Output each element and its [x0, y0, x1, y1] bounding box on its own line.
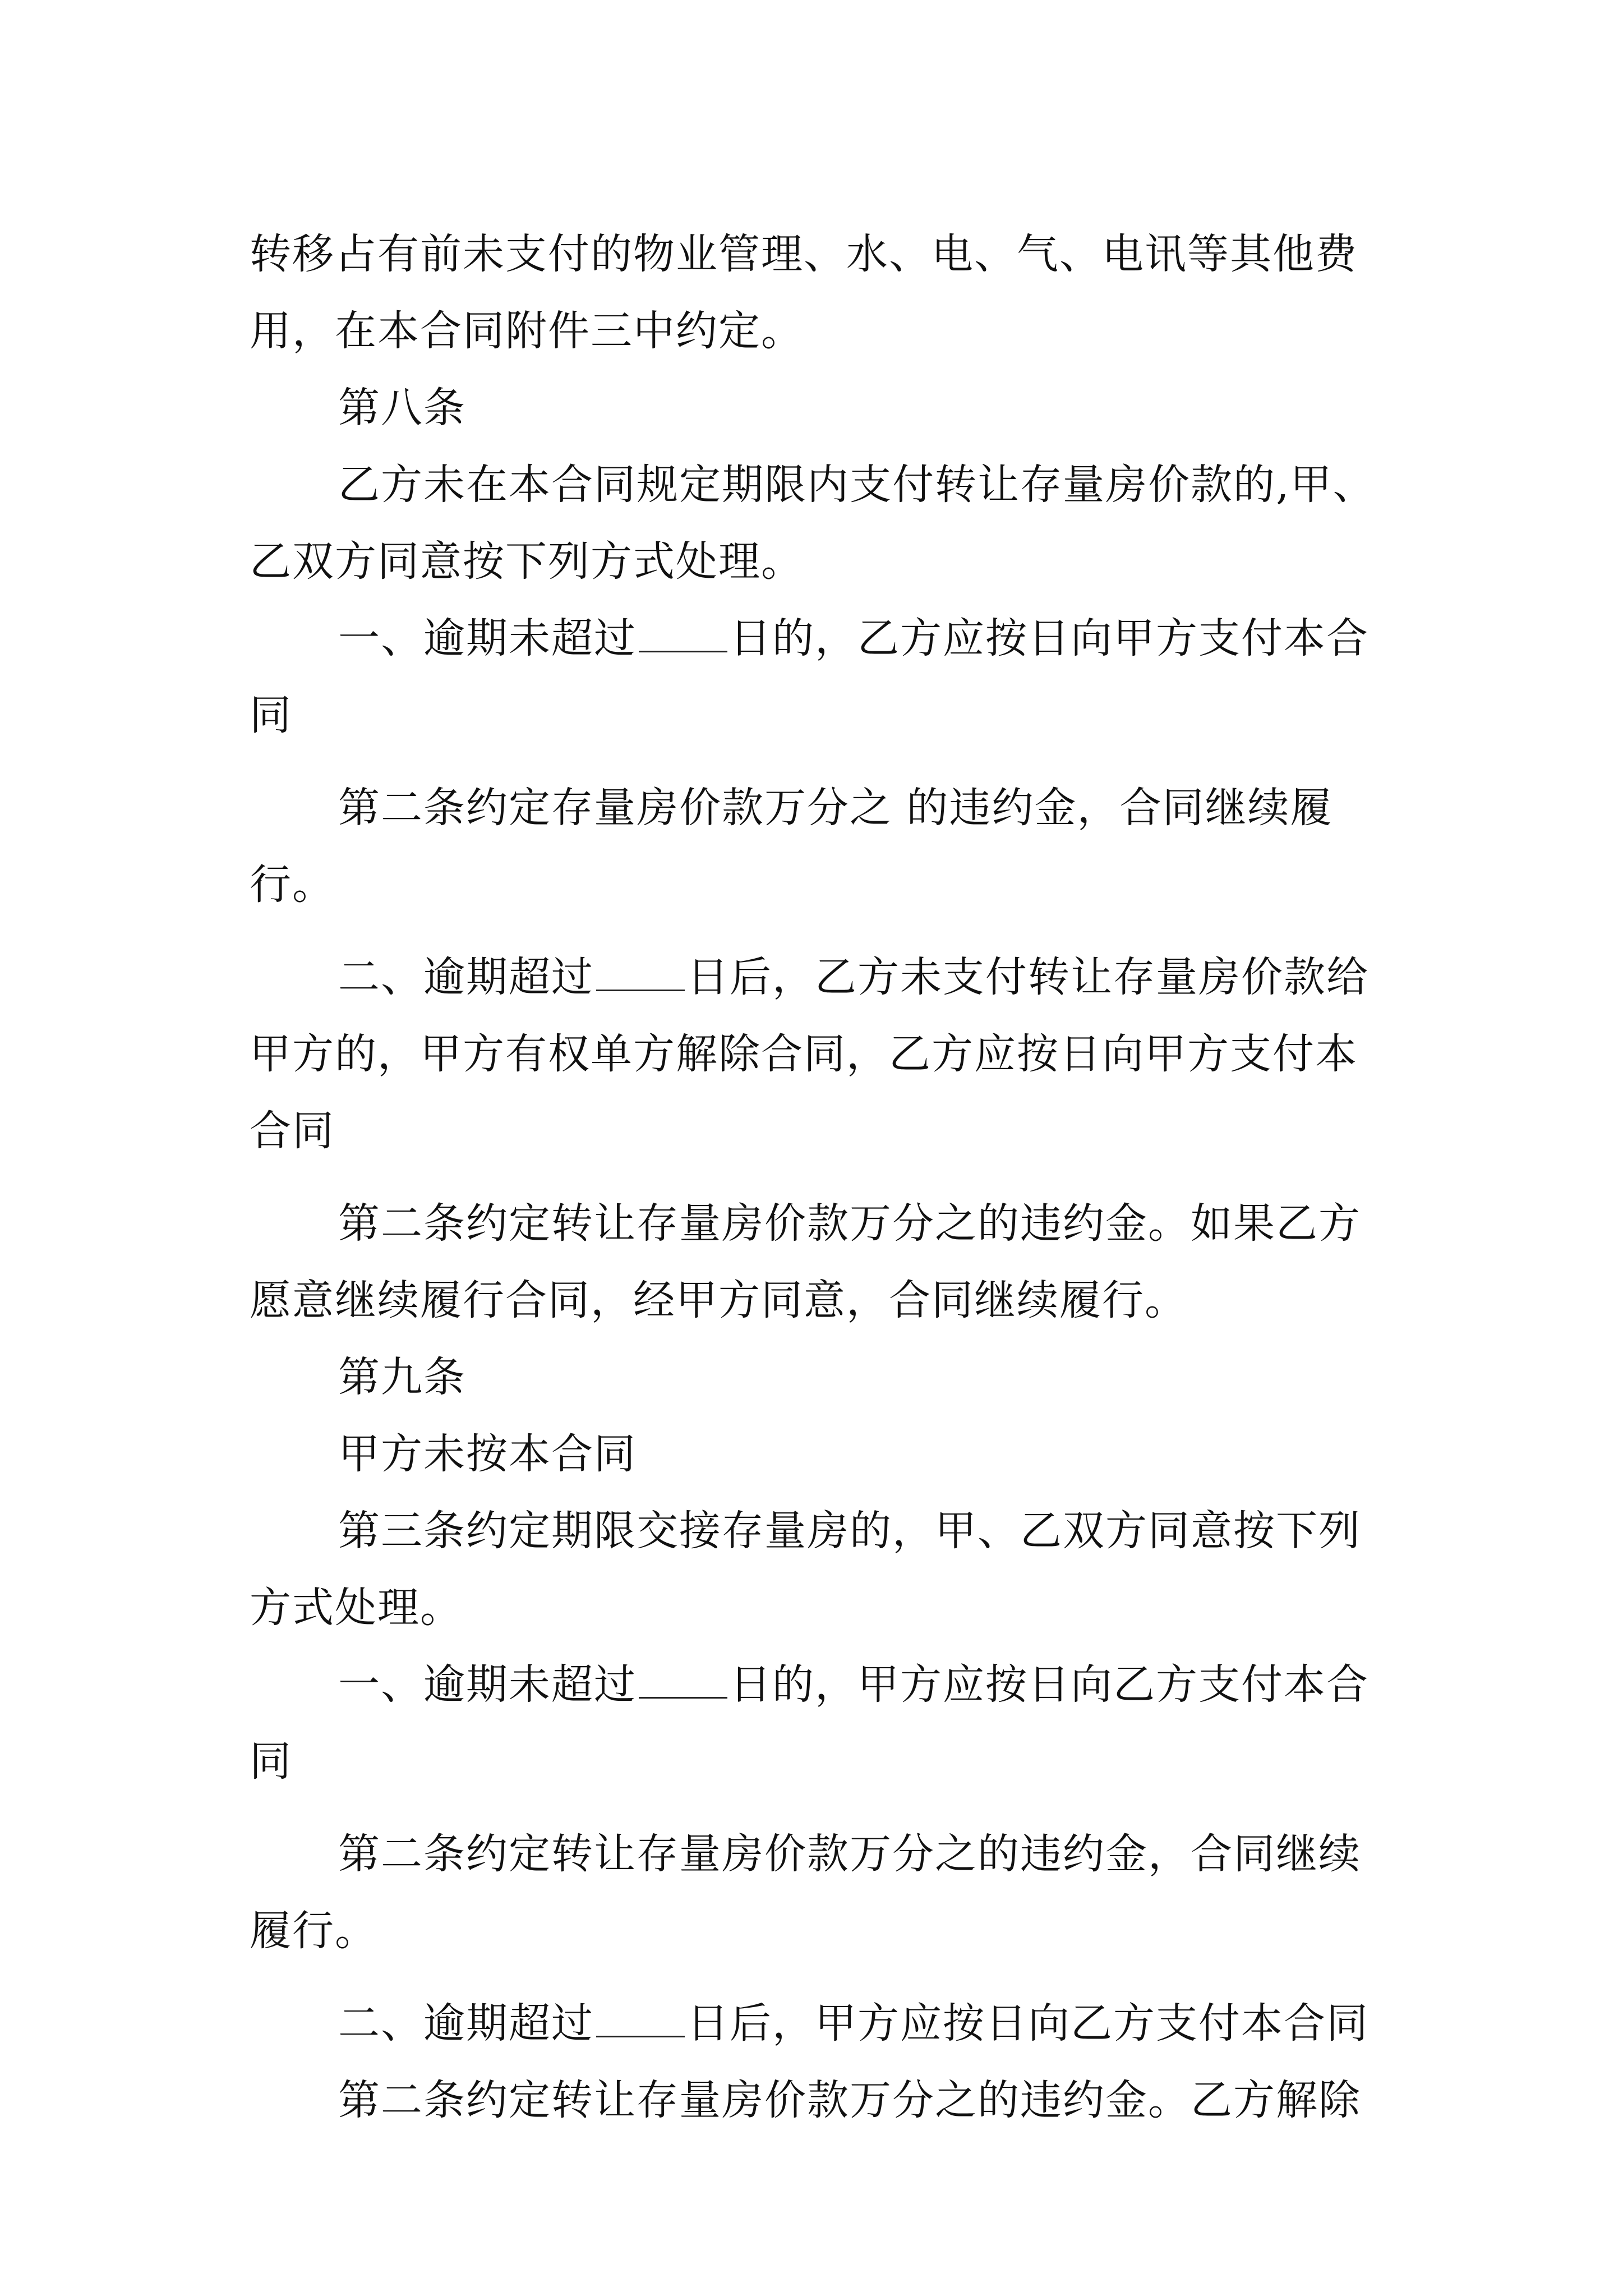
paragraph-text — [250, 600, 1385, 677]
clause-suffix: 日后，乙方未支付转让存量房价款给 — [687, 953, 1369, 1001]
paragraph-text: 甲方的，甲方有权单方解除合同，乙方应按日向甲方支付本 — [250, 1030, 1358, 1078]
paragraph-text — [250, 1985, 1385, 2062]
clause-suffix: 日后，甲方应按日向乙方支付本合同 — [687, 1999, 1369, 2047]
fill-in-blank — [596, 955, 685, 991]
paragraph-text: 第三条约定期限交接存量房的，甲、乙双方同意按下列 — [338, 1507, 1361, 1555]
clause-prefix: 一、逾期未超过 — [338, 1660, 637, 1709]
article-heading: 第八条 — [338, 384, 466, 432]
article-heading: 第九条 — [338, 1353, 466, 1401]
paragraph-text: 同 — [250, 1737, 292, 1786]
paragraph-text: 第二条约定转让存量房价款万分之的违约金。乙方解除 — [338, 2076, 1361, 2124]
paragraph-text: 第二条约定存量房价款万分之 的违约金，合同继续履 — [338, 784, 1333, 832]
paragraph-text: 行。 — [250, 861, 335, 909]
paragraph-text: 合同 — [250, 1107, 335, 1155]
paragraph-text: 用，在本合同附件三中约定。 — [250, 307, 804, 355]
paragraph-text: 履行。 — [250, 1907, 377, 1955]
paragraph-text: 第二条约定转让存量房价款万分之的违约金，合同继续 — [338, 1830, 1361, 1878]
fill-in-blank — [639, 616, 727, 652]
paragraph-text — [250, 939, 1385, 1016]
clause-prefix: 二、逾期超过 — [338, 953, 594, 1001]
contract-body — [250, 216, 1385, 2139]
clause-suffix: 日的，甲方应按日向乙方支付本合 — [730, 1660, 1369, 1709]
paragraph-text: 乙方未在本合同规定期限内支付转让存量房价款的,甲、 — [338, 461, 1376, 509]
fill-in-blank — [596, 2001, 685, 2037]
paragraph-text: 转移占有前未支付的物业管理、水、电、气、电讯等其他费 — [250, 230, 1358, 278]
clause-prefix: 二、逾期超过 — [338, 1999, 594, 2047]
paragraph-text: 愿意继续履行合同，经甲方同意，合同继续履行。 — [250, 1276, 1187, 1324]
paragraph-text: 方式处理。 — [250, 1584, 463, 1632]
paragraph-text: 第二条约定转让存量房价款万分之的违约金。如果乙方 — [338, 1199, 1361, 1248]
paragraph-text: 同 — [250, 691, 292, 739]
fill-in-blank — [639, 1662, 727, 1699]
clause-prefix: 一、逾期未超过 — [338, 614, 637, 662]
paragraph-text: 乙双方同意按下列方式处理。 — [250, 537, 804, 586]
clause-suffix: 日的，乙方应按日向甲方支付本合 — [730, 614, 1369, 662]
paragraph-text: 甲方未按本合同 — [338, 1430, 637, 1478]
paragraph-text — [250, 1646, 1385, 1723]
